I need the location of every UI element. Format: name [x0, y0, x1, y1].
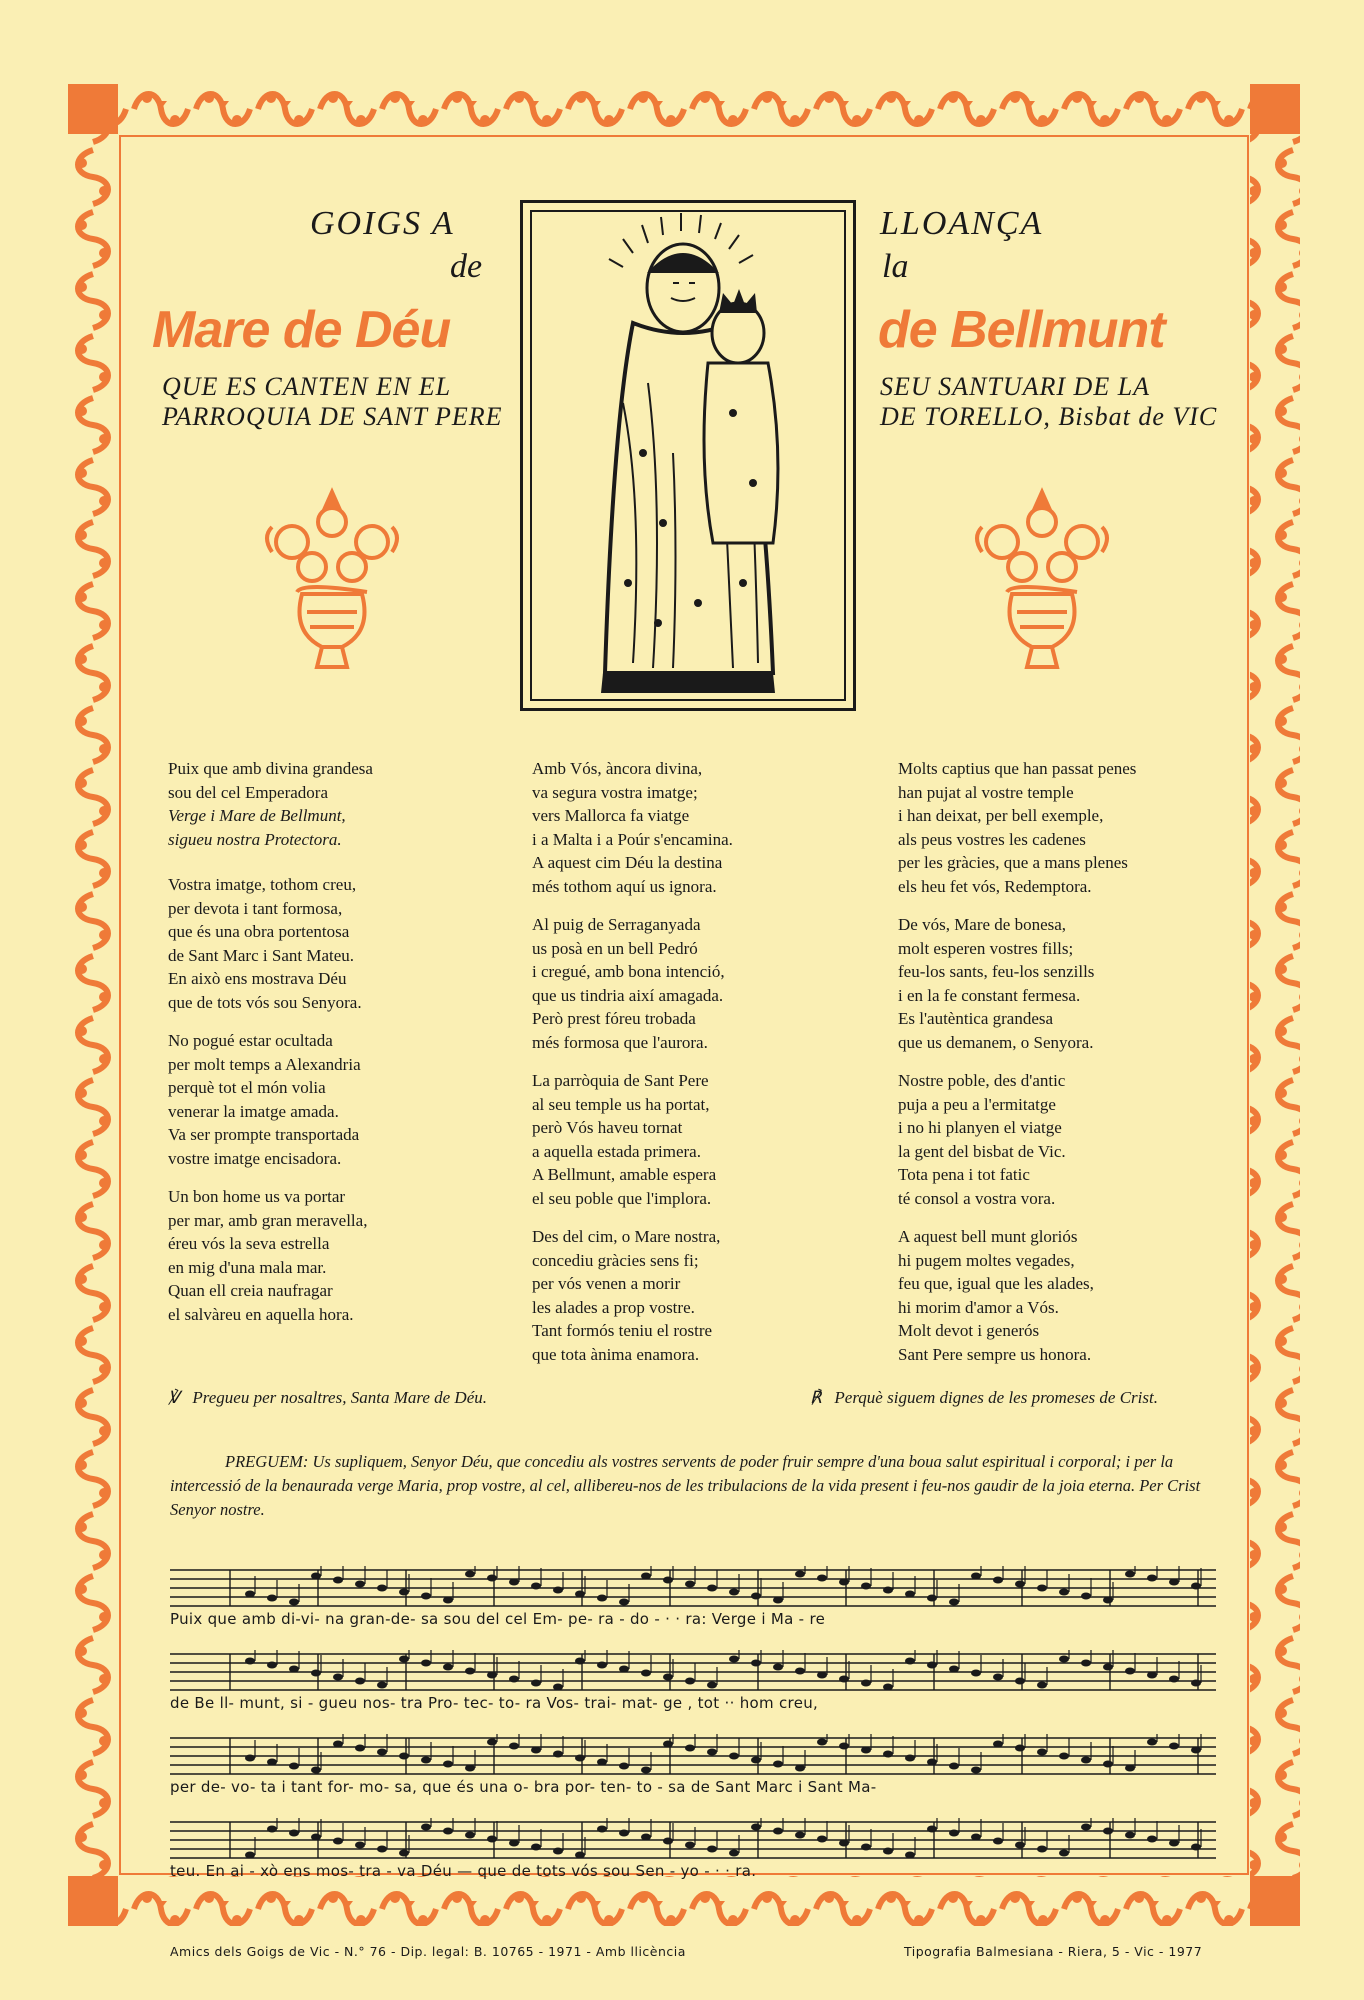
header-right-line1: LLOANÇA — [880, 205, 1044, 242]
response-text: Perquè siguem dignes de les promeses de Crist. — [834, 1388, 1158, 1407]
music-staff-icon — [170, 1566, 1216, 1612]
stanza: A aquest bell munt gloriós hi pugem moltes vegades, feu que, igual que les alades, hi morim d'amor a Vós. Molt devot i generós Sant Pere sempre us honora. — [898, 1227, 1094, 1364]
versicle — [168, 1388, 487, 1408]
prayer-text: Us supliquem, Senyor Déu, que concediu als vostres servents de poder fruir sempre d'una boua salut espiritual i corporal; i per la intercessió de la benaurada verge Maria, prop vostre, al cel, allibereu-nos de les tribulacions de la vida present i feu-nos gaudir de la joia eterna. Per Crist Senyor nostre. — [170, 1452, 1201, 1519]
header-right-sub1: SEU SANTUARI DE LA — [880, 372, 1151, 401]
stanza: La parròquia de Sant Pere al seu temple us ha portat, però Vós haveu tornat a aquella estada primera. A Bellmunt, amable espera el seu poble que l'implora. — [532, 1071, 717, 1208]
score-lyrics-3: per de- vo- ta i tant for- mo- sa, que és una o- bra por- ten- to - sa de Sant Marc i Sant Ma- — [170, 1778, 877, 1796]
flower-vase-right — [962, 482, 1122, 682]
flower-vase-left — [252, 482, 412, 682]
header-left-title: Mare de Déu — [152, 301, 451, 359]
footer-left: Amics dels Goigs de Vic - N.° 76 - Dip. legal: B. 10765 - 1971 - Amb llicència — [170, 1944, 686, 1959]
header-right-sub2: DE TORELLO, Bisbat de VIC — [880, 402, 1218, 431]
response-symbol: ℟ — [810, 1388, 822, 1407]
stanza: Amb Vós, àncora divina, va segura vostra imatge; vers Mallorca fa viatge i a Malta i a Poúr s'encamina. A aquest cim Déu la destina més tothom aquí us ignora. — [532, 759, 733, 896]
music-staff-icon — [170, 1650, 1216, 1696]
footer-right: Tipografia Balmesiana - Riera, 5 - Vic - 1977 — [904, 1944, 1203, 1959]
versicle-text: Pregueu per nosaltres, Santa Mare de Déu. — [192, 1388, 488, 1407]
staff-line-2 — [170, 1650, 1216, 1720]
staff-line-3 — [170, 1734, 1216, 1804]
musical-score — [170, 1566, 1216, 1902]
header-right-line2: la — [882, 248, 909, 285]
music-staff-icon — [170, 1818, 1216, 1864]
stanza: Al puig de Serraganyada us posà en un bell Pedró i cregué, amb bona intenció, que us tindria així amagada. Però prest fóreu trobada més formosa que l'aurora. — [532, 915, 725, 1052]
header-left-sub2: PARROQUIA DE SANT PERE — [162, 402, 503, 431]
prayer — [170, 1450, 1214, 1522]
refrain: Verge i Mare de Bellmunt, sigueu nostra Protectora. — [168, 806, 346, 849]
header-left-line2: de — [450, 248, 483, 285]
header-left-line1: GOIGS A — [310, 205, 455, 242]
staff-line-1 — [170, 1566, 1216, 1636]
header-left-sub1: QUE ES CANTEN EN EL — [162, 372, 452, 401]
stanza: Un bon home us va portar per mar, amb gran meravella, éreu vós la seva estrella en mig d'una mala mar. Quan ell creia naufragar el salvàreu en aquella hora. — [168, 1187, 368, 1324]
stanza: Des del cim, o Mare nostra, concediu gràcies sens fi; per vós venen a morir les alades a prop vostre. Tant formós teniu el rostre que tota ànima enamora. — [532, 1227, 721, 1364]
verse-column-1 — [168, 757, 488, 1341]
flower-vase-icon — [252, 482, 412, 682]
verse-column-3 — [898, 757, 1218, 1381]
score-lyrics-1: Puix que amb di-vi- na gran-de- sa sou del cel Em- pe- ra - do - · · ra: Verge i Ma - re — [170, 1610, 826, 1628]
madonna-image — [520, 200, 856, 711]
stanza: No pogué estar ocultada per molt temps a Alexandria perquè tot el món volia venerar la imatge amada. Va ser prompte transportada vostre imatge encisadora. — [168, 1031, 361, 1168]
stanza: Puix que amb divina grandesa sou del cel Emperadora — [168, 759, 373, 802]
stanza: Molts captius que han passat penes han pujat al vostre temple i han deixat, per bell exemple, als peus vostres les cadenes per les gràcies, que a mans plenes els heu fet vós, Redemptora. — [898, 759, 1137, 896]
flower-vase-icon — [962, 482, 1122, 682]
stanza: Nostre poble, des d'antic puja a peu a l'ermitatge i no hi planyen el viatge la gent del bisbat de Vic. Tota pena i tot fatic té consol a vostra vora. — [898, 1071, 1066, 1208]
score-lyrics-2: de Be ll- munt, si - gueu nos- tra Pro- tec- to- ra Vos- trai- mat- ge , tot ·· hom creu, — [170, 1694, 819, 1712]
header-right-title: de Bellmunt — [878, 301, 1165, 359]
response — [810, 1388, 1158, 1408]
music-staff-icon — [170, 1734, 1216, 1780]
verse-column-2 — [532, 757, 852, 1381]
staff-line-4 — [170, 1818, 1216, 1888]
prayer-label: PREGUEM: — [225, 1452, 309, 1471]
stanza: Vostra imatge, tothom creu, per devota i tant formosa, que és una obra portentosa de Sant Marc i Sant Mateu. En això ens mostrava Déu que de tots vós sou Senyora. — [168, 875, 362, 1012]
madonna-and-child-icon — [523, 203, 853, 708]
score-lyrics-4: teu. En ai - xò ens mos- tra - va Déu — que de tots vós sou Sen - yo - · · ra. — [170, 1862, 757, 1880]
stanza: De vós, Mare de bonesa, molt esperen vostres fills; feu-los sants, feu-los senzills i en la fe constant fermesa. Es l'autèntica grandesa que us demanem, o Senyora. — [898, 915, 1095, 1052]
versicle-symbol: ℣ — [168, 1388, 180, 1407]
